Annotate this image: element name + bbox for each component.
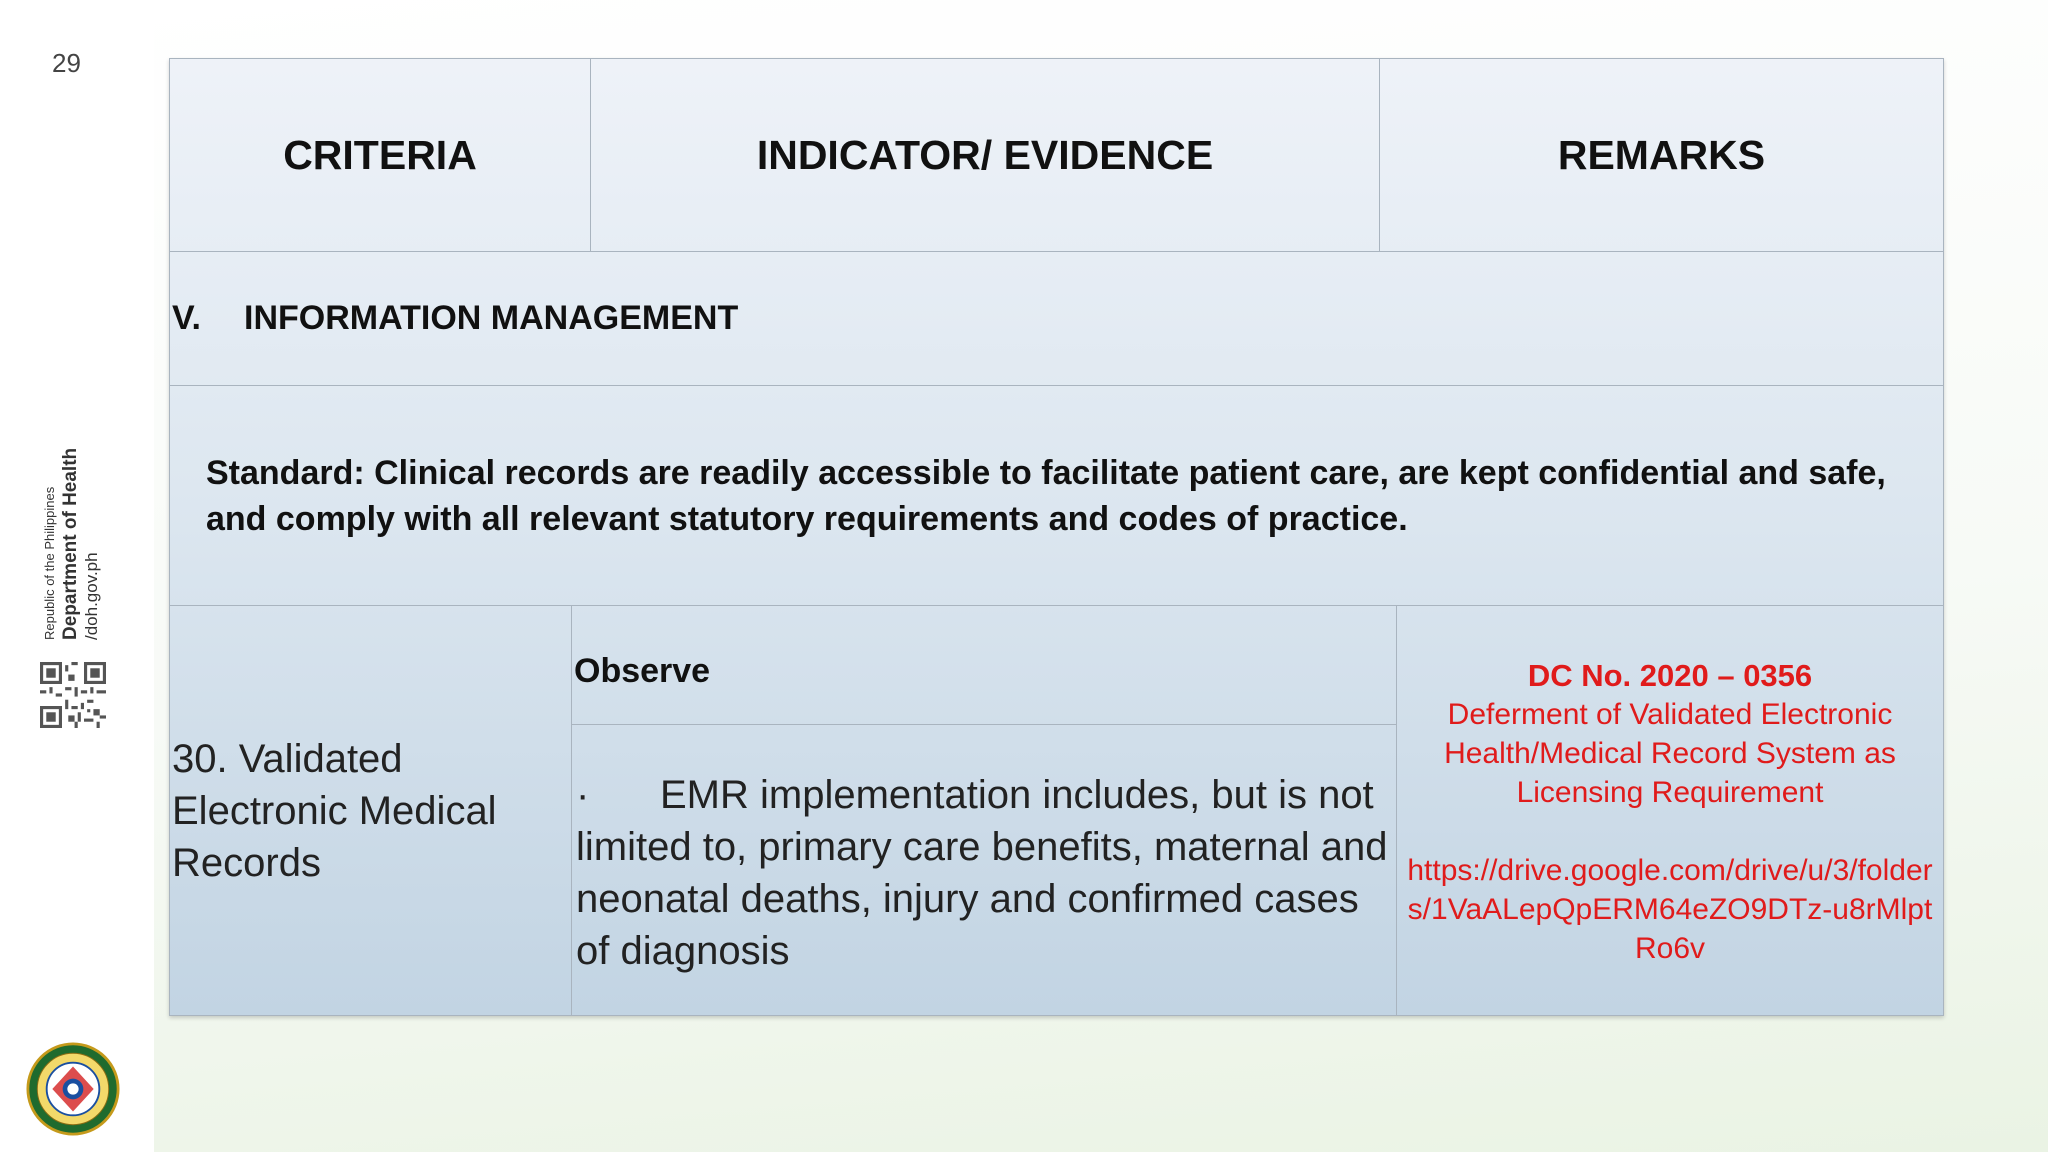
- section-title: INFORMATION MANAGEMENT: [244, 299, 739, 337]
- remarks-title: Deferment of Validated Electronic Health/Medical Record System as Licensing Requirement: [1444, 698, 1896, 809]
- remarks-dc-number: DC No. 2020 – 0356: [1527, 658, 1813, 693]
- header-criteria: CRITERIA: [170, 59, 591, 252]
- qr-code-icon: [40, 662, 106, 728]
- header-remarks: REMARKS: [1380, 59, 1943, 252]
- section-row: [170, 252, 1943, 386]
- bullet-marker: ·: [576, 773, 590, 817]
- republic-label: Republic of the Philippines: [42, 486, 57, 640]
- page-number: 29: [52, 48, 81, 78]
- evidence-cell: [572, 725, 1397, 1015]
- doh-seal-icon: [26, 1042, 120, 1136]
- section-number: V.: [172, 299, 202, 337]
- remarks-link[interactable]: https://drive.google.com/drive/u/3/folders/1VaALepQpERM64eZO9DTz-u8rMlptRo6v: [1407, 854, 1933, 965]
- website-label: /doh.gov.ph: [82, 552, 101, 640]
- criteria-table: [169, 58, 1944, 1016]
- criteria-cell: 30. Validated Electronic Medical Records: [170, 606, 572, 1015]
- observe-label: Observe: [572, 606, 1397, 725]
- department-label: Department of Health: [60, 447, 81, 640]
- standard-text: Standard: Clinical records are readily accessible to facilitate patient care, are kept confidential and safe, and comply with all relevant statutory requirements and codes of practice.: [170, 386, 1943, 606]
- header-indicator: INDICATOR/ EVIDENCE: [591, 59, 1380, 252]
- left-sidebar: [0, 0, 154, 1152]
- evidence-text: EMR implementation includes, but is not limited to, primary care benefits, maternal and neonatal deaths, injury and confirmed cases of diagnosis: [576, 773, 1388, 973]
- remarks-cell: [1397, 606, 1943, 1015]
